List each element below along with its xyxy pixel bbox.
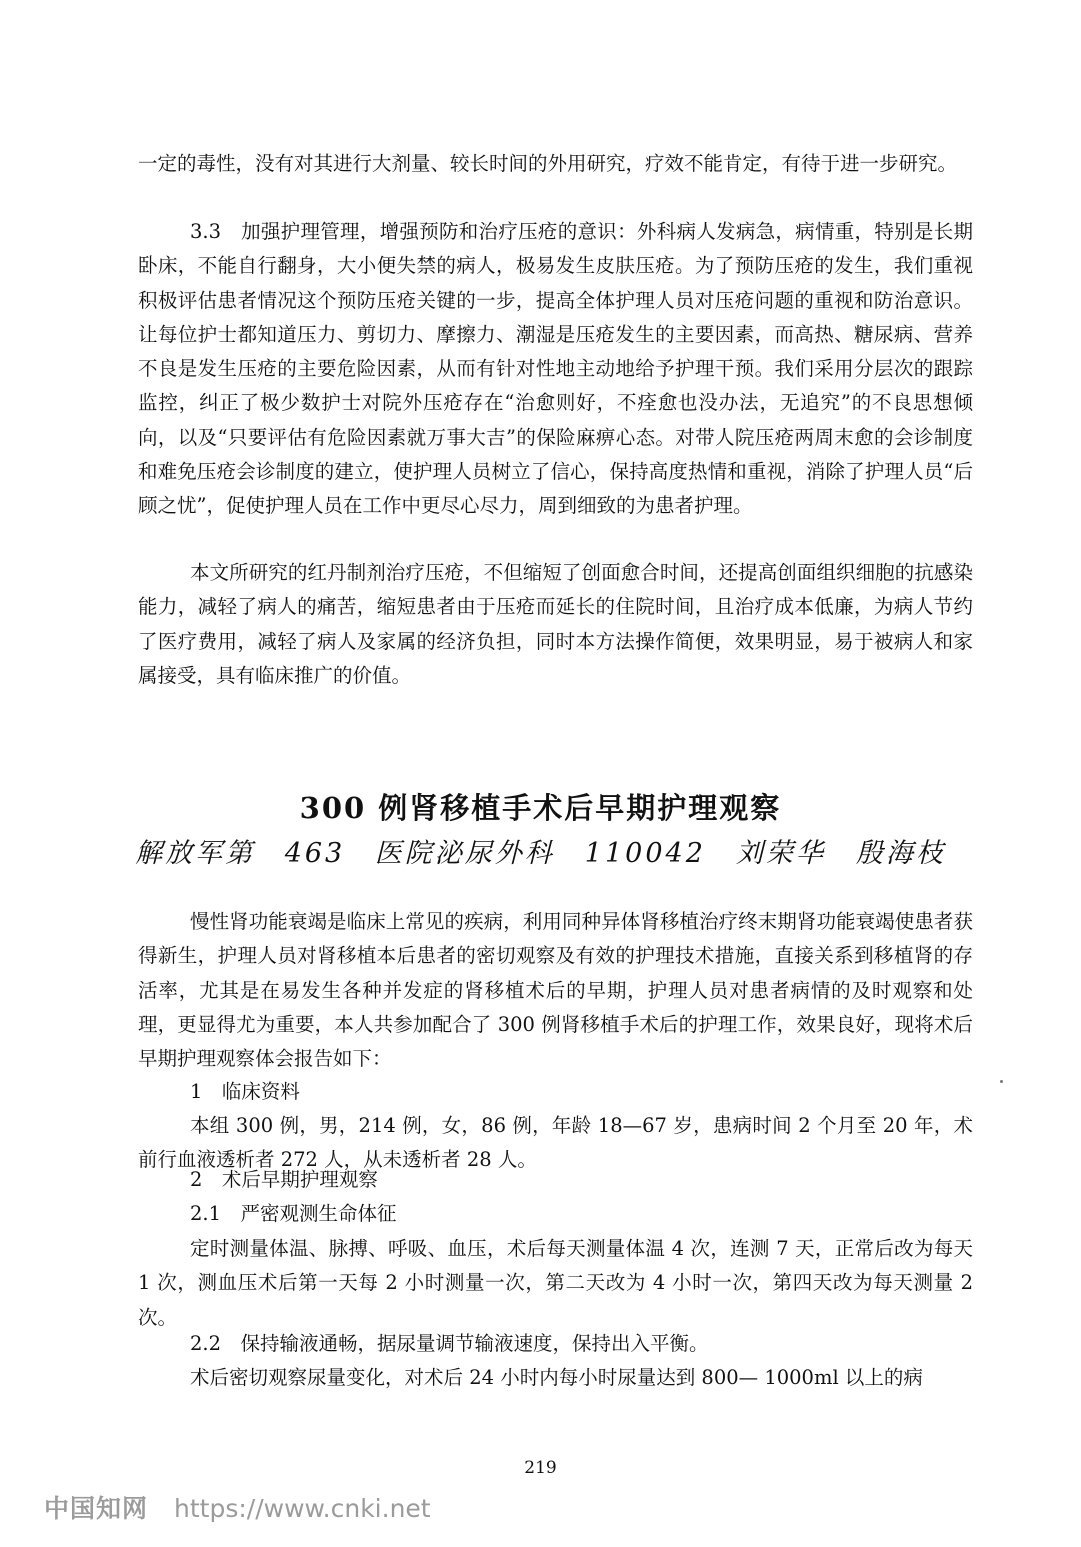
paragraph-3-3: 3.3 加强护理管理，增强预防和治疗压疮的意识：外科病人发病急，病情重，特别是长期卧床，不能自行翻身，大小便失禁的病人，极易发生皮肤压疮。为了预防压疮的发生，我们重视积极评估患者情况这个预防压疮关键的一步，提高全体护理人员对压疮问题的重视和防治意识。让每位护士都知道压力、剪切力、摩擦力、潮湿是压疮发生的主要因素，而高热、糖尿病、营养不良是发生压疮的主要危险因素，从而有针对性地主动地给予护理干预。我们采用分层次的跟踪监控，纠正了极少数护士对院外压疮存在“治愈则好，不痊愈也没办法，无追究”的不良思想倾向，以及“只要评估有危险因素就万事大吉”的保险麻痹心态。对带人院压疮两周末愈的会诊制度和难免压疮会诊制度的建立，使护理人员树立了信心，保持高度热情和重视，消除了护理人员“后顾之忧”，促使护理人员在工作中更尽心尽力，周到细致的为患者护理。 xyxy=(138,220,973,518)
cnki-url[interactable]: https://www.cnki.net xyxy=(174,1494,431,1523)
paragraph-urine-output: 术后密切观察尿量变化，对术后 24 小时内每小时尿量达到 800— 1000ml 以上的病 xyxy=(190,1366,923,1389)
paragraph-vital-signs: 定时测量体温、脉搏、呼吸、血压，术后每天测量体温 4 次，连测 7 天，正常后改为每天 1 次，测血压术后第一天每 2 小时测量一次，第二天改为 4 小时一次，第四天改为每天测量 2 次。 xyxy=(138,1237,973,1329)
paragraph-conclusion: 本文所研究的红丹制剂治疗压疮，不但缩短了创面愈合时间，还提高创面组织细胞的抗感染能力，减轻了病人的痛苦，缩短患者由于压疮而延长的住院时间，且治疗成本低廉，为病人节约了医疗费用，减轻了病人及家属的经济负担，同时本方法操作简便，效果明显，易于被病人和家属接受，具有临床推广的价值。 xyxy=(138,561,973,687)
article-title: 300 例肾移植手术后早期护理观察 xyxy=(299,791,782,825)
page-number: 219 xyxy=(524,1458,557,1478)
cnki-logo: 中国知网 xyxy=(44,1494,149,1523)
section-heading-1: 1 临床资料 xyxy=(190,1080,300,1103)
paragraph-prev-ending: 一定的毒性，没有对其进行大剂量、较长时间的外用研究，疗效不能肯定，有待于进一步研究。 xyxy=(138,152,958,175)
section-heading-2: 2 术后早期护理观察 xyxy=(190,1168,378,1191)
footer-watermark xyxy=(44,1489,431,1525)
paragraph-intro: 慢性肾功能衰竭是临床上常见的疾病，利用同种异体肾移植治疗终末期肾功能衰竭使患者获得新生，护理人员对肾移植本后患者的密切观察及有效的护理技术措施，直接关系到移植肾的存活率，尤其是在易发生各种并发症的肾移植术后的早期，护理人员对患者病情的及时观察和处理，更显得尤为重要，本人共参加配合了 300 例肾移植手术后的护理工作，效果良好，现将术后早期护理观察体会报告如下： xyxy=(138,910,973,1071)
paragraph-clinical-data: 本组 300 例，男，214 例，女，86 例，年龄 18—67 岁，患病时间 2 个月至 20 年，术前行血液透析者 272 人，从未透析者 28 人。 xyxy=(138,1114,973,1172)
author-line: 解放军第 463 医院泌尿外科 110042 刘荣华 殷海枝 xyxy=(135,838,946,869)
section-heading-2-2: 2.2 保持输液通畅，据尿量调节输液速度，保持出入平衡。 xyxy=(190,1332,709,1355)
scan-speck xyxy=(1000,1080,1003,1083)
section-heading-2-1: 2.1 严密观测生命体征 xyxy=(190,1202,397,1225)
